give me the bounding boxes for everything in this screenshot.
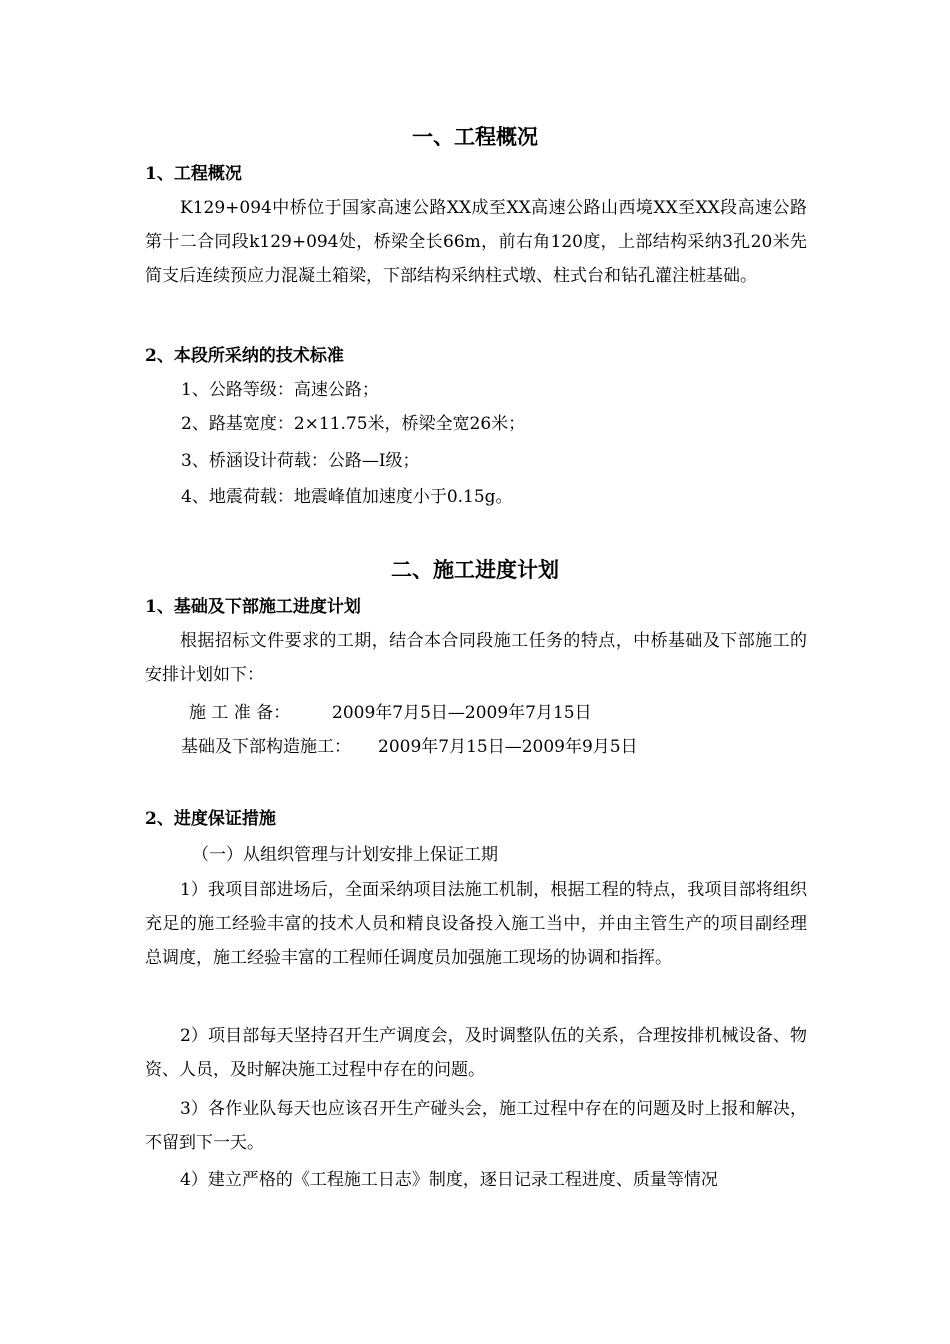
standard-item: 3、桥涵设计荷载：公路—I级； bbox=[181, 451, 420, 471]
section2-sub1-heading: 1、基础及下部施工进度计划 bbox=[145, 597, 361, 617]
section2-sub2-subheading: （一）从组织管理与计划安排上保证工期 bbox=[192, 845, 498, 865]
section1-sub1-body: K129+094中桥位于国家高速公路XX成至XX高速公路山西境XX至XX段高速公路第十二合同段k129+094处，桥梁全长66m，前右角120度，上部结构采纳3孔20米先简支后连续预应力混凝土箱梁，下部结构采纳柱式墩、柱式台和钻孔灌注桩基础。 bbox=[145, 198, 807, 286]
standard-item: 2、路基宽度：2×11.75米，桥梁全宽26米； bbox=[181, 414, 526, 434]
schedule-label: 基础及下部构造施工： bbox=[181, 737, 351, 757]
section2-sub2-heading: 2、进度保证措施 bbox=[145, 809, 276, 829]
section1-title: 一、工程概况 bbox=[412, 124, 538, 149]
standard-item: 4、地震荷载：地震峰值加速度小于0.15g。 bbox=[181, 487, 513, 507]
section1-sub1-heading: 1、工程概况 bbox=[145, 164, 242, 184]
section2-sub1-body: 根据招标文件要求的工期，结合本合同段施工任务的特点，中桥基础及下部施工的安排计划如下： bbox=[145, 631, 807, 685]
measure-paragraph: 1）我项目部进场后，全面采纳项目法施工机制，根据工程的特点，我项目部将组织充足的施工经验丰富的技术人员和精良设备投入施工当中，并由主管生产的项目副经理总调度，施工经验丰富的工程师任调度员加强施工现场的协调和指挥。 bbox=[145, 880, 807, 968]
measure-paragraph: 4）建立严格的《工程施工日志》制度，逐日记录工程进度、质量等情况 bbox=[180, 1170, 718, 1190]
section1-sub2-heading: 2、本段所采纳的技术标准 bbox=[145, 346, 344, 366]
section2-title: 二、施工进度计划 bbox=[391, 557, 559, 582]
measure-paragraph: 3）各作业队每天也应该召开生产碰头会，施工过程中存在的问题及时上报和解决，不留到下一天。 bbox=[145, 1099, 807, 1153]
schedule-range: 2009年7月5日—2009年7月15日 bbox=[332, 703, 592, 723]
schedule-range: 2009年7月15日—2009年9月5日 bbox=[378, 737, 638, 757]
measure-paragraph: 2）项目部每天坚持召开生产调度会，及时调整队伍的关系，合理按排机械设备、物资、人员，及时解决施工过程中存在的问题。 bbox=[145, 1026, 807, 1080]
standard-item: 1、公路等级：高速公路； bbox=[181, 380, 379, 400]
schedule-label: 施 工 准 备： bbox=[189, 703, 291, 723]
